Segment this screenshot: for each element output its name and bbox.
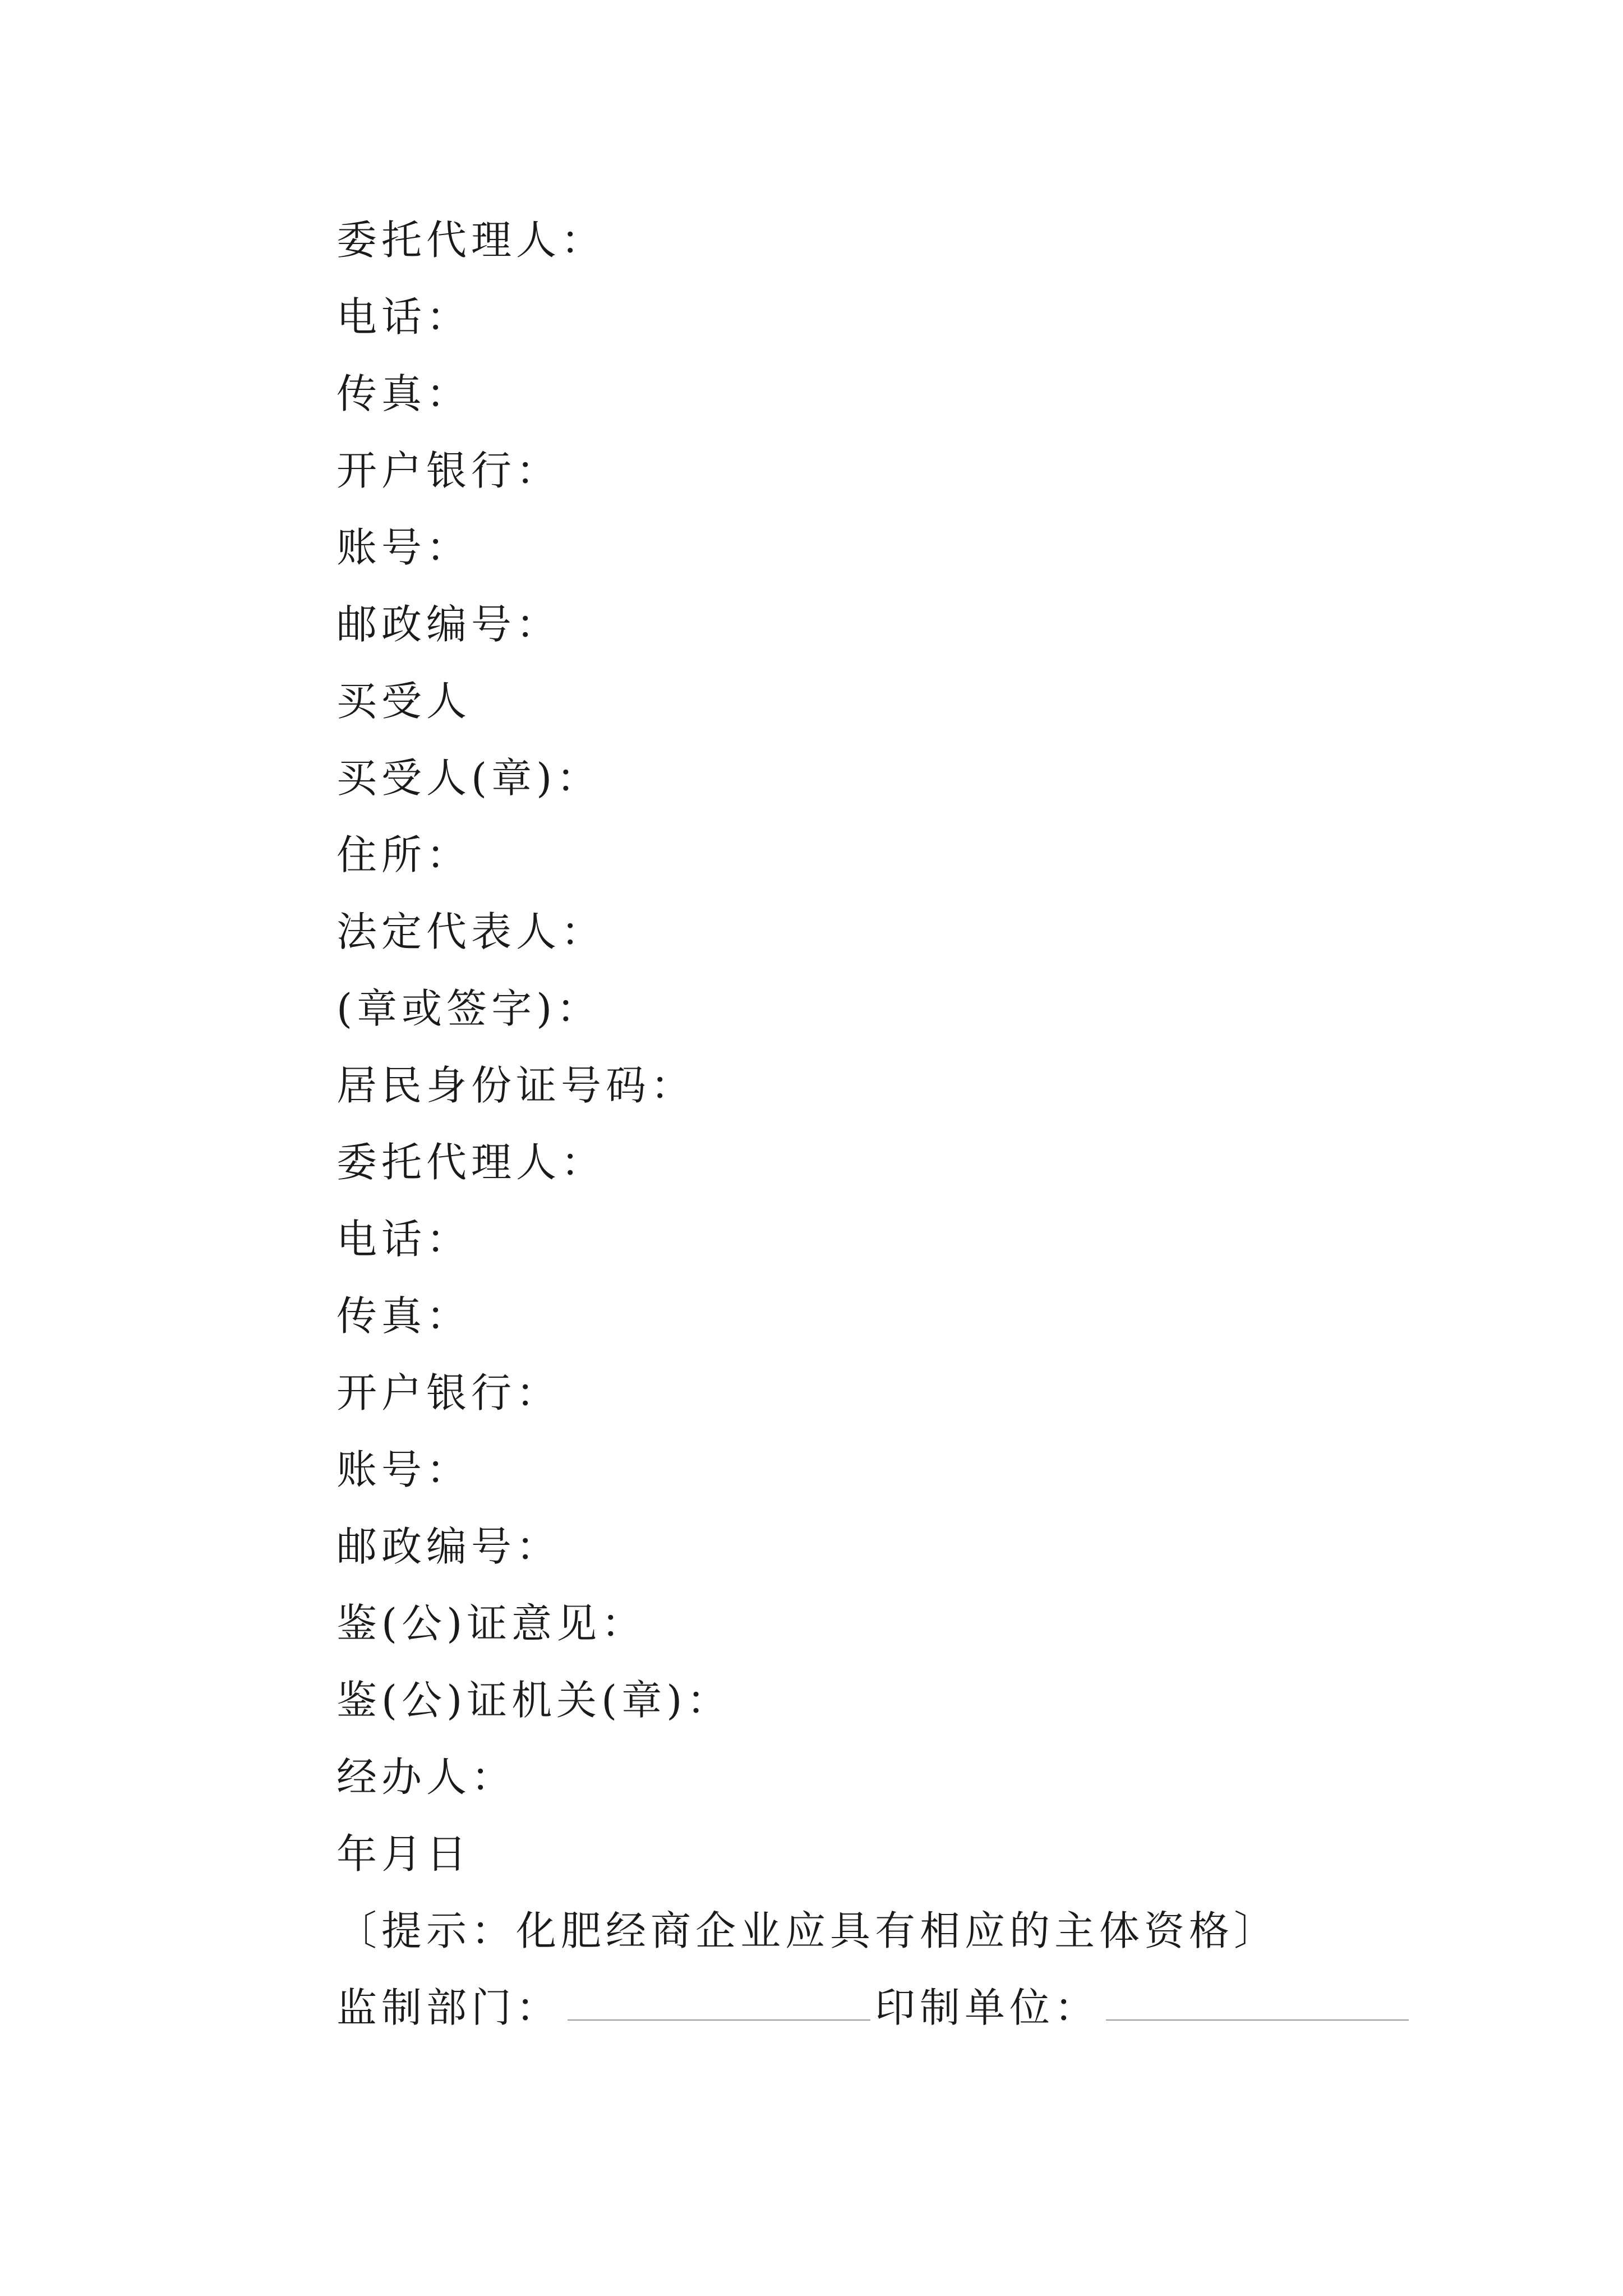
- buyer-seal-label: 买受人(章)：: [336, 754, 602, 802]
- buyer-postcode-label: 邮政编号：: [336, 1523, 561, 1570]
- buyer-signature-label: (章或签字)：: [336, 985, 602, 1032]
- buyer-account-label: 账号：: [336, 1446, 472, 1493]
- qualification-notice: 〔提示：化肥经商企业应具有相应的主体资格〕: [336, 1907, 1279, 1954]
- seller-agent-label: 委托代理人：: [336, 217, 606, 264]
- buyer-fax-label: 传真：: [336, 1292, 472, 1340]
- document-body: [336, 202, 1458, 2046]
- handler-label: 经办人：: [336, 1754, 517, 1801]
- buyer-address-label: 住所：: [336, 831, 472, 878]
- notary-office-seal-label: 鉴(公)证机关(章)：: [336, 1677, 732, 1724]
- footer-row: [336, 1970, 1458, 2046]
- seller-postcode-label: 邮政编号：: [336, 601, 561, 648]
- buyer-id-number-label: 居民身份证号码：: [336, 1062, 696, 1109]
- buyer-heading: 买受人: [336, 678, 472, 725]
- seller-bank-label: 开户银行：: [336, 447, 561, 494]
- notary-opinion-label: 鉴(公)证意见：: [336, 1600, 647, 1647]
- printer-blank-field[interactable]: [1106, 1980, 1409, 2021]
- seller-account-label: 账号：: [336, 524, 472, 571]
- supervisor-blank-field[interactable]: [568, 1980, 870, 2021]
- seller-fax-label: 传真：: [336, 370, 472, 417]
- printer-label: 印制单位：: [875, 1984, 1100, 2031]
- seller-phone-label: 电话：: [336, 293, 472, 341]
- supervisor-label: 监制部门：: [336, 1984, 561, 2031]
- buyer-agent-label: 委托代理人：: [336, 1139, 606, 1186]
- buyer-phone-label: 电话：: [336, 1216, 472, 1263]
- date-label: 年月日: [336, 1830, 472, 1878]
- buyer-legal-rep-label: 法定代表人：: [336, 908, 606, 955]
- buyer-bank-label: 开户银行：: [336, 1369, 561, 1416]
